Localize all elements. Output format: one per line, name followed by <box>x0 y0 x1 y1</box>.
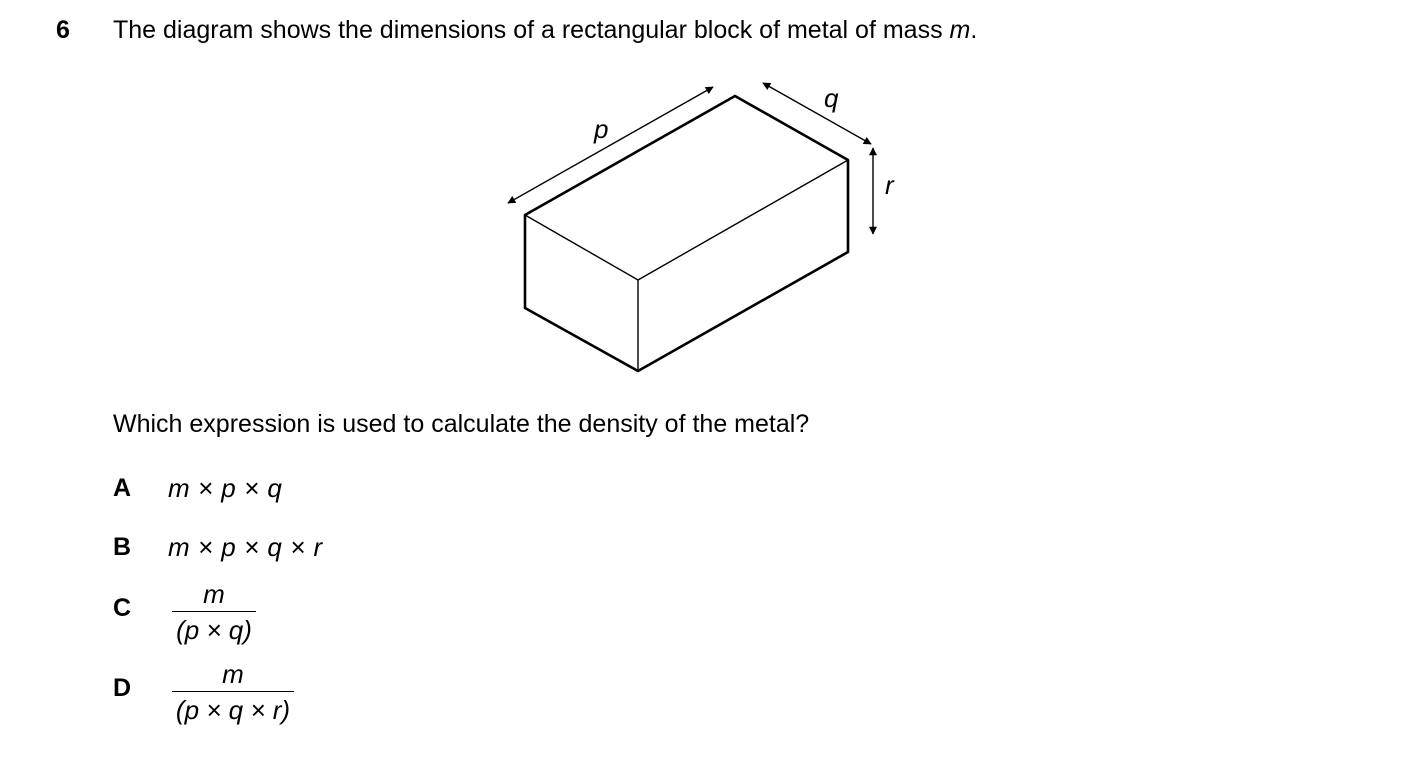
option-a-letter: A <box>113 474 132 502</box>
option-c-fraction[interactable] <box>172 579 256 647</box>
dimension-label-p: p <box>594 114 609 144</box>
question-prompt: Which expression is used to calculate the density of the metal? <box>113 410 810 438</box>
stem-text: The diagram shows the dimensions of a rectangular block of metal of mass <box>113 16 950 44</box>
dimension-arrow-q <box>763 83 871 144</box>
dimension-label-r: r <box>885 170 894 200</box>
block-edge-top-right <box>638 160 848 280</box>
option-a-expression-text: m × p × q <box>168 473 283 503</box>
dimension-label-q: q <box>824 83 839 113</box>
block-outline <box>525 96 848 371</box>
rectangular-block <box>525 96 848 371</box>
option-d-fraction[interactable] <box>172 659 294 727</box>
dimension-arrow-p <box>508 87 713 203</box>
option-b-expression-text: m × p × q × r <box>168 532 323 562</box>
option-d-letter: D <box>113 674 132 702</box>
option-c-numerator: m <box>172 579 256 612</box>
option-d-denominator: (p × q × r) <box>175 695 291 725</box>
option-b-expression[interactable] <box>168 532 323 563</box>
option-a-expression[interactable] <box>168 473 282 504</box>
stem-end: . <box>970 16 978 44</box>
option-d-numerator: m <box>172 659 294 692</box>
option-c-letter: C <box>113 594 132 622</box>
option-b-letter: B <box>113 533 132 561</box>
stem-mass-variable: m <box>949 16 971 44</box>
option-c-denominator: (p × q) <box>176 615 252 645</box>
question-number: 6 <box>56 16 70 44</box>
block-edge-front-top <box>525 215 638 280</box>
